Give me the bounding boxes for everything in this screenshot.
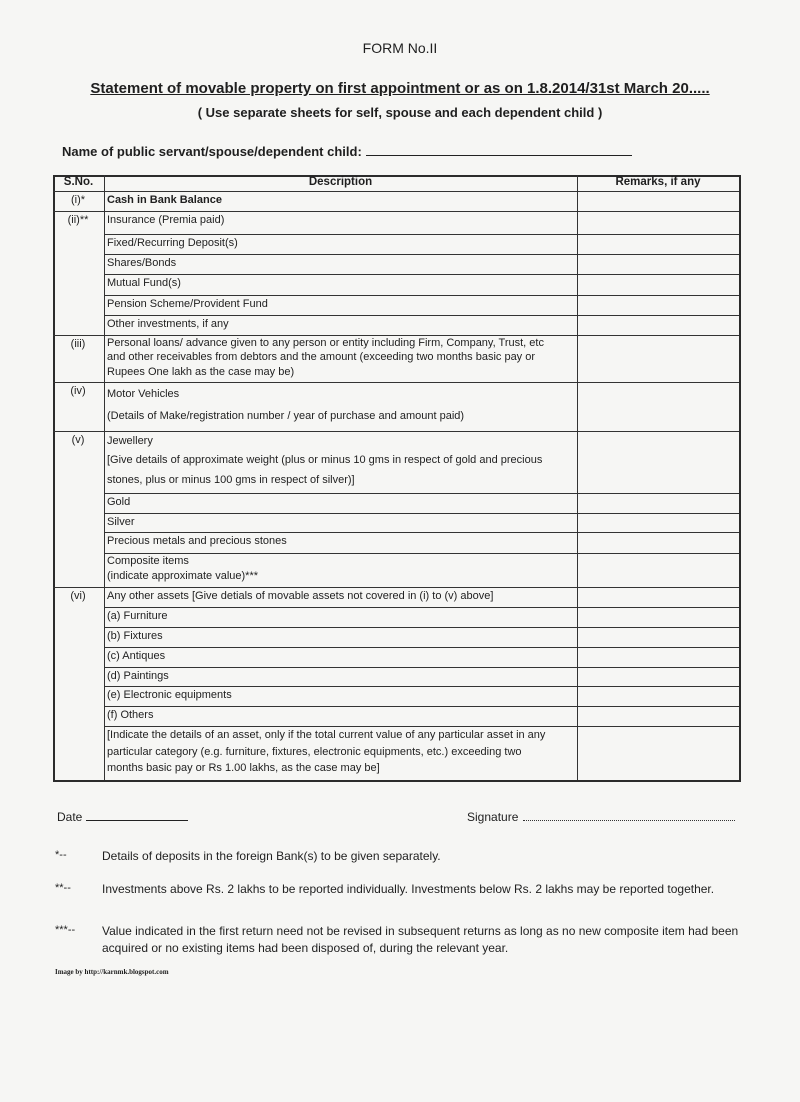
remarks-cell[interactable] xyxy=(578,235,737,253)
footnote-marker: ***-- xyxy=(55,924,76,936)
description-line: stones, plus or minus 100 gms in respect of silver)] xyxy=(107,473,355,486)
remarks-cell[interactable] xyxy=(578,514,737,531)
description-line: Motor Vehicles xyxy=(107,388,180,400)
column-header: Remarks, if any xyxy=(615,176,701,188)
description-line: Shares/Bonds xyxy=(107,257,177,269)
row-description xyxy=(107,648,165,664)
description-line: (b) Fixtures xyxy=(107,630,163,642)
footnote-line: Value indicated in the first return need not be revised in subsequent returns as long as no new composite item had been xyxy=(102,924,739,938)
description-line: Precious metals and precious stones xyxy=(107,535,287,547)
row-description xyxy=(107,212,224,228)
date-blank-line[interactable] xyxy=(86,809,188,821)
description-line: (a) Furniture xyxy=(107,610,168,622)
row-description xyxy=(107,668,169,684)
row-serial-number: (iv) xyxy=(70,385,86,397)
row-description xyxy=(107,494,130,510)
image-credit: Image by http://karnmk.blogspot.com xyxy=(55,968,169,976)
row-description xyxy=(107,687,232,703)
property-table xyxy=(53,175,739,780)
remarks-cell[interactable] xyxy=(578,336,737,381)
row-description xyxy=(107,588,493,604)
remarks-cell[interactable] xyxy=(578,212,737,233)
name-blank-line[interactable] xyxy=(366,142,632,156)
description-line: (f) Others xyxy=(107,709,154,721)
row-description xyxy=(107,316,229,332)
remarks-cell[interactable] xyxy=(578,554,737,586)
remarks-cell[interactable] xyxy=(578,608,737,626)
form-title: Statement of movable property on first appointment or as on 1.8.2014/31st March 20..... xyxy=(90,80,710,97)
signature-label: Signature xyxy=(467,810,519,824)
description-line: (e) Electronic equipments xyxy=(107,689,232,701)
date-field xyxy=(57,809,188,824)
remarks-cell[interactable] xyxy=(578,687,737,705)
form-subtitle: ( Use separate sheets for self, spouse and each dependent child ) xyxy=(197,105,603,120)
form-number: FORM No.II xyxy=(362,40,438,56)
remarks-cell[interactable] xyxy=(578,648,737,666)
description-line: [Indicate the details of an asset, only if the total current value of any particular asset in any xyxy=(107,729,546,741)
description-line: Composite items xyxy=(107,555,189,567)
column-header: Description xyxy=(308,176,373,188)
remarks-cell[interactable] xyxy=(578,668,737,685)
row-serial-number: (i)* xyxy=(70,194,86,206)
row-serial-number: (v) xyxy=(71,434,85,446)
description-line: Mutual Fund(s) xyxy=(107,277,181,289)
footnote-text xyxy=(102,848,742,865)
description-line: Any other assets [Give detials of movable assets not covered in (i) to (v) above] xyxy=(107,590,494,602)
row-description xyxy=(107,554,258,584)
row-description xyxy=(107,235,238,251)
remarks-cell[interactable] xyxy=(578,383,737,430)
row-description xyxy=(107,628,163,644)
row-description xyxy=(107,533,287,549)
signature-field xyxy=(467,810,735,824)
description-line: Pension Scheme/Provident Fund xyxy=(107,298,268,310)
row-description xyxy=(107,192,222,208)
remarks-cell[interactable] xyxy=(578,316,737,334)
footnote-line: Details of deposits in the foreign Bank(s) to be given separately. xyxy=(102,849,441,863)
description-line: Insurance (Premia paid) xyxy=(107,214,225,226)
description-line: Rupees One lakh as the case may be) xyxy=(107,365,295,378)
remarks-cell[interactable] xyxy=(578,533,737,552)
description-line: Other investments, if any xyxy=(107,318,229,330)
remarks-cell[interactable] xyxy=(578,255,737,273)
remarks-cell[interactable] xyxy=(578,432,737,492)
row-description xyxy=(107,336,544,379)
description-line: (Details of Make/registration number / year of purchase and amount paid) xyxy=(107,410,465,422)
row-description xyxy=(107,383,464,427)
description-line: Cash in Bank Balance xyxy=(107,194,222,206)
footnote-text xyxy=(102,881,742,898)
description-line: particular category (e.g. furniture, fixtures, electronic equipments, etc.) exceeding two xyxy=(107,745,522,758)
row-description xyxy=(107,255,176,271)
remarks-cell[interactable] xyxy=(578,275,737,294)
footnote-marker: **-- xyxy=(55,882,71,894)
remarks-cell[interactable] xyxy=(578,192,737,210)
description-line: months basic pay or Rs 1.00 lakhs, as the case may be] xyxy=(107,762,380,775)
remarks-cell[interactable] xyxy=(578,707,737,725)
description-line: Jewellery xyxy=(107,435,153,447)
description-line: and other receivables from debtors and the amount (exceeding two months basic pay or xyxy=(107,351,536,364)
row-description xyxy=(107,514,135,530)
row-description xyxy=(107,432,542,490)
column-divider xyxy=(104,175,105,780)
row-serial-number: (ii)** xyxy=(67,214,89,226)
column-header: S.No. xyxy=(63,176,94,188)
footnote-line: acquired or no existing items had been disposed of, during the relevant year. xyxy=(102,941,509,955)
row-description xyxy=(107,275,181,291)
date-label: Date xyxy=(57,810,83,824)
name-field-row xyxy=(62,142,632,159)
row-description xyxy=(107,707,153,723)
remarks-cell[interactable] xyxy=(578,727,737,779)
signature-blank-line[interactable] xyxy=(523,810,735,821)
description-line: (indicate approximate value)*** xyxy=(107,570,259,582)
footnote-line: Investments above Rs. 2 lakhs to be reported individually. Investments below Rs. 2 lakhs may be reported together. xyxy=(102,882,715,896)
footnote-marker: *-- xyxy=(55,849,67,861)
remarks-cell[interactable] xyxy=(578,628,737,646)
row-description xyxy=(107,727,545,777)
remarks-cell[interactable] xyxy=(578,296,737,314)
description-line: Gold xyxy=(107,496,131,508)
description-line: [Give details of approximate weight (plus or minus 10 gms in respect of gold and precious xyxy=(107,454,543,467)
description-line: (d) Paintings xyxy=(107,670,169,682)
row-description xyxy=(107,296,268,312)
row-serial-number: (iii) xyxy=(70,338,86,350)
footnote-text xyxy=(102,923,742,957)
row-description xyxy=(107,608,168,624)
remarks-cell[interactable] xyxy=(578,588,737,606)
name-label: Name of public servant/spouse/dependent child: xyxy=(62,144,362,159)
description-line: Personal loans/ advance given to any person or entity including Firm, Company, Trust, etc xyxy=(107,337,544,349)
description-line: (c) Antiques xyxy=(107,650,166,662)
description-line: Fixed/Recurring Deposit(s) xyxy=(107,237,238,249)
row-serial-number: (vi) xyxy=(70,590,86,602)
description-line: Silver xyxy=(107,516,135,528)
remarks-cell[interactable] xyxy=(578,494,737,512)
